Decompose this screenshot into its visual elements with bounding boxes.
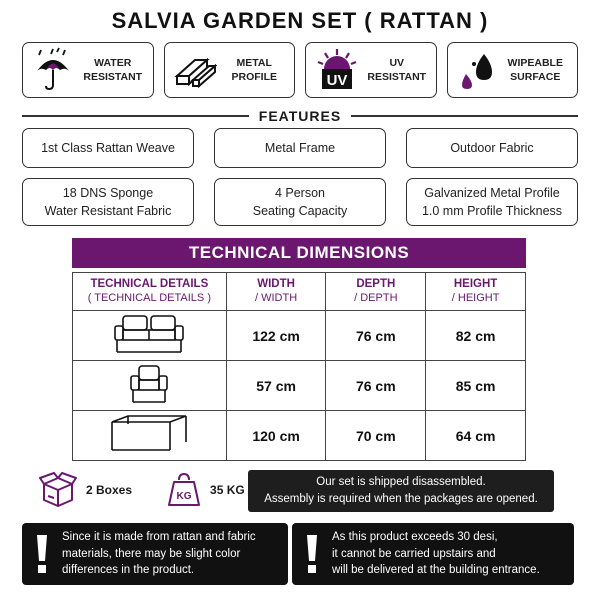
umbrella-rain-icon [31, 47, 75, 93]
weight-value: 35 KG [210, 483, 245, 497]
height-value: 82 cm [426, 311, 526, 361]
features-grid [22, 128, 578, 226]
header-technical-details [73, 273, 227, 311]
row-icon-cell [73, 411, 227, 461]
badge-water-resistant [22, 42, 154, 98]
exclamation-icon [22, 523, 62, 585]
table-row [73, 411, 526, 461]
uv-sun-icon [314, 47, 360, 93]
width-value: 120 cm [226, 411, 326, 461]
feature-box: Galvanized Metal Profile 1.0 mm Profile Thickness [406, 178, 578, 226]
box-icon [38, 472, 78, 508]
metal-profile-icon [173, 50, 217, 90]
header-sub: / DEPTH [354, 291, 398, 304]
armchair-icon [126, 362, 172, 406]
header-depth [326, 273, 426, 311]
divider [22, 115, 249, 117]
feature-box: 18 DNS Sponge Water Resistant Fabric [22, 178, 194, 226]
table-row [73, 361, 526, 411]
notice-text: As this product exceeds 30 desi, it cannot be carried upstairs and will be delivered at the building entrance. [332, 530, 540, 577]
table-header-row [73, 273, 526, 311]
badge-label: WATER RESISTANT [83, 56, 143, 83]
boxes-count: 2 Boxes [86, 483, 133, 497]
header-main: WIDTH [257, 278, 295, 291]
badge-uv-resistant [305, 42, 437, 98]
badge-label: UV RESISTANT [367, 56, 427, 83]
header-sub: / HEIGHT [451, 291, 500, 304]
header-main: HEIGHT [453, 278, 498, 291]
header-sub: ( TECHNICAL DETAILS ) [87, 291, 211, 304]
dimensions-table [72, 272, 526, 461]
table-row [73, 311, 526, 361]
header-main: DEPTH [356, 278, 396, 291]
height-value: 85 cm [426, 361, 526, 411]
notice-text: Since it is made from rattan and fabric materials, there may be slight color differences in the product. [62, 530, 256, 577]
depth-value: 76 cm [326, 361, 426, 411]
technical-dimensions-banner: TECHNICAL DIMENSIONS [72, 238, 526, 268]
header-height [426, 273, 526, 311]
page-title: SALVIA GARDEN SET ( RATTAN ) [111, 8, 489, 33]
width-value: 57 cm [226, 361, 326, 411]
uv-icon-text: UV [326, 72, 348, 89]
header-main: TECHNICAL DETAILS [90, 278, 209, 291]
feature-box: 4 Person Seating Capacity [214, 178, 386, 226]
width-value: 122 cm [226, 311, 326, 361]
table-icon [106, 412, 192, 456]
row-icon-cell [73, 361, 227, 411]
features-heading [22, 107, 578, 125]
color-notice [22, 523, 288, 585]
header-width [226, 273, 326, 311]
badge-label: METAL PROFILE [231, 56, 277, 83]
weight-icon-text: KG [176, 491, 192, 502]
shipping-note: Our set is shipped disassembled. Assembly is required when the packages are opened. [248, 470, 554, 512]
divider [351, 115, 578, 117]
depth-value: 76 cm [326, 311, 426, 361]
badge-wipeable-surface [447, 42, 579, 98]
feature-box: Metal Frame [214, 128, 386, 168]
feature-box: 1st Class Rattan Weave [22, 128, 194, 168]
droplet-icon [456, 50, 496, 90]
feature-box: Outdoor Fabric [406, 128, 578, 168]
exclamation-icon [292, 523, 332, 585]
badge-metal-profile [164, 42, 296, 98]
depth-value: 70 cm [326, 411, 426, 461]
header-sub: / WIDTH [255, 291, 298, 304]
weight-icon [166, 472, 202, 508]
height-value: 64 cm [426, 411, 526, 461]
features-heading-text: FEATURES [258, 108, 342, 124]
row-icon-cell [73, 311, 227, 361]
package-info [38, 470, 245, 510]
sofa-icon [109, 312, 189, 356]
feature-badges [22, 42, 578, 98]
delivery-notice [292, 523, 574, 585]
badge-label: WIPEABLE SURFACE [507, 56, 563, 83]
